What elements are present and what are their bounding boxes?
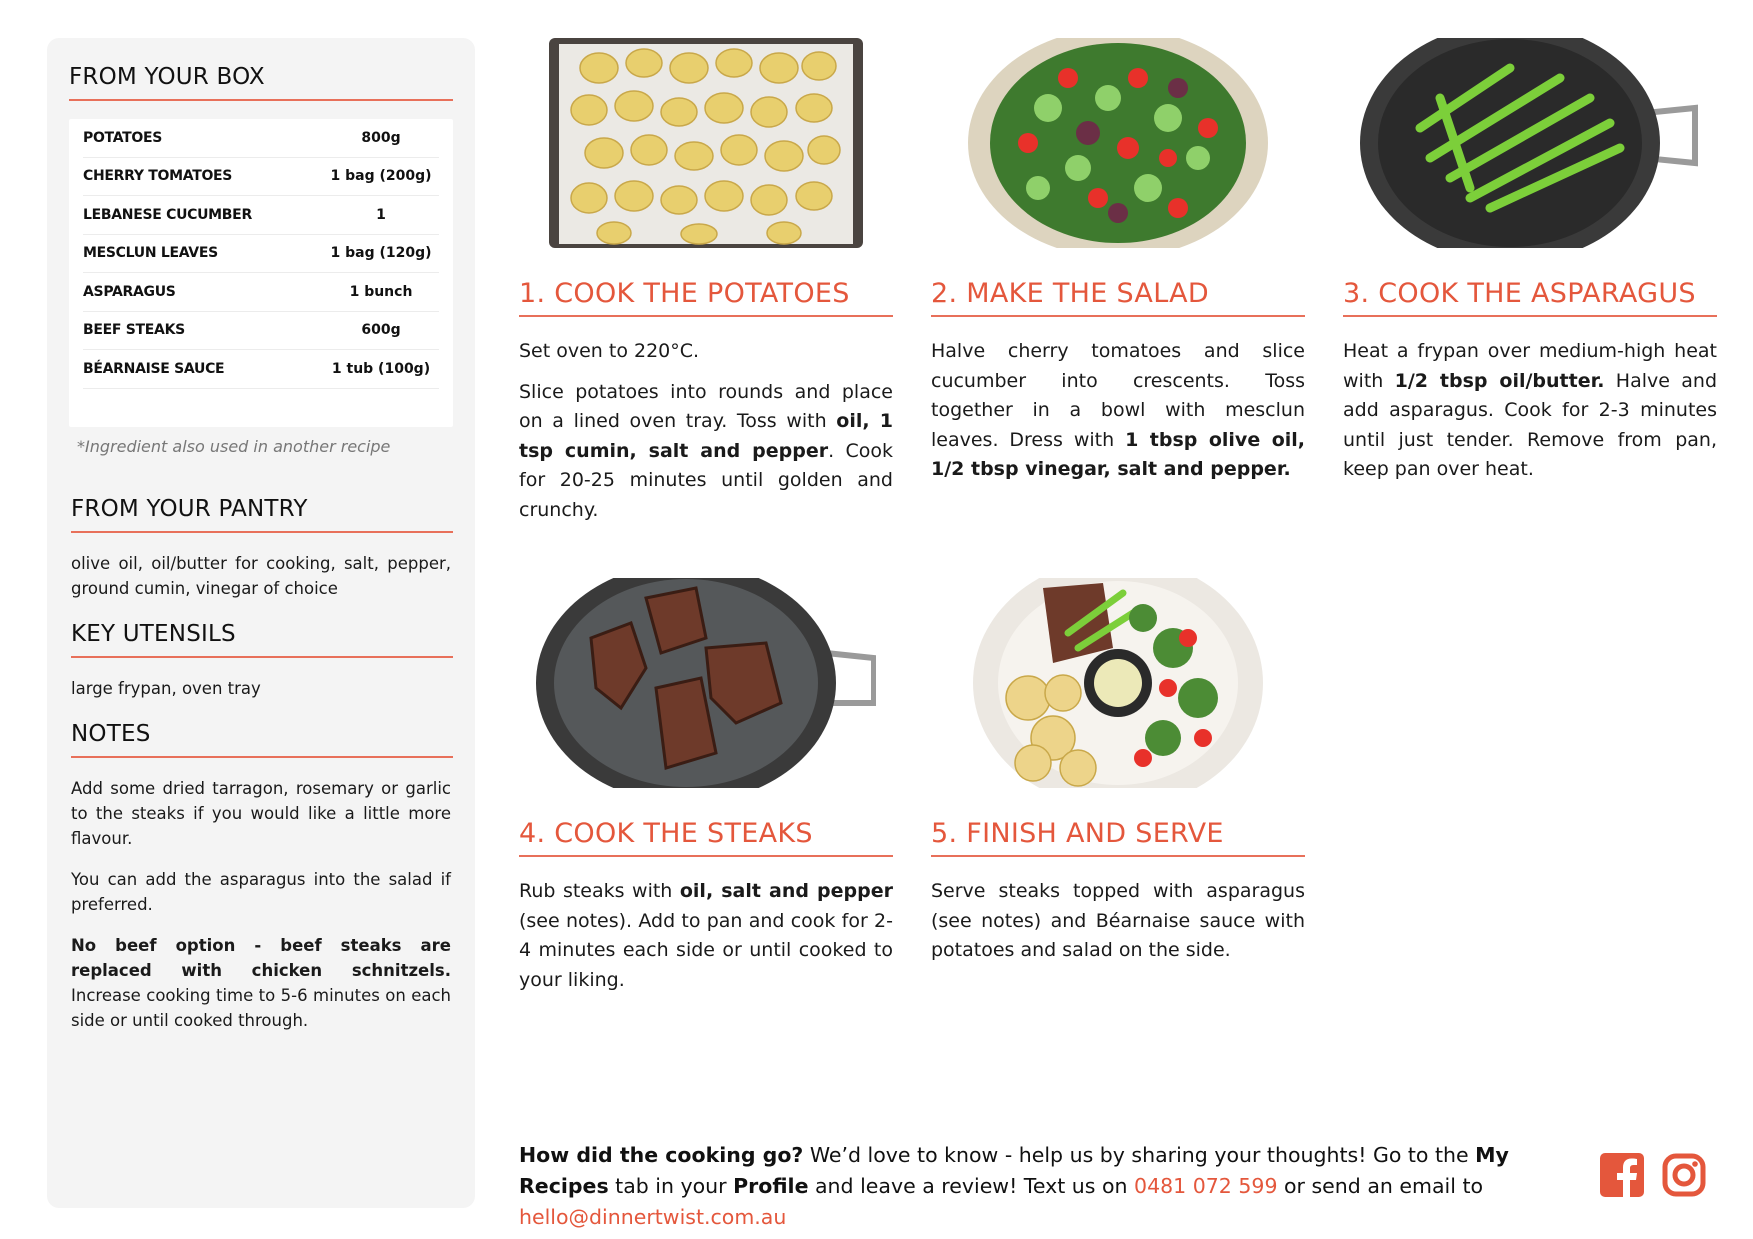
footer-text-part: and leave a review! Text us on — [808, 1174, 1135, 1198]
salad-bowl-photo — [931, 38, 1305, 248]
note-text: You can add the asparagus into the salad if preferred. — [71, 869, 451, 914]
table-empty-row — [83, 389, 439, 427]
pantry-heading: FROM YOUR PANTRY — [71, 496, 453, 533]
step-text: Serve steaks topped with asparagus (see notes) and Béarnaise sauce with potatoes and salad on the side. — [931, 880, 1305, 961]
step-title: 5. FINISH AND SERVE — [931, 818, 1305, 857]
table-row — [83, 119, 439, 158]
step-4 — [519, 578, 893, 1006]
step-text: Set oven to 220°C. — [519, 340, 700, 362]
from-box-heading: FROM YOUR BOX — [69, 64, 453, 101]
step-text — [519, 378, 893, 526]
ingredient-qty: 800g — [361, 129, 401, 146]
ingredient-qty: 600g — [361, 322, 401, 339]
step-title: 1. COOK THE POTATOES — [519, 278, 893, 317]
ingredient-qty: 1 tub (100g) — [331, 360, 431, 377]
footer-text-part: tab in your — [608, 1174, 734, 1198]
table-row — [83, 312, 439, 351]
ingredient-name: BEEF STEAKS — [83, 322, 185, 339]
ingredient-name: CHERRY TOMATOES — [83, 168, 233, 185]
step-title: 2. MAKE THE SALAD — [931, 278, 1305, 317]
facebook-icon[interactable] — [1600, 1153, 1644, 1197]
footer-text-part: We’d love to know - help us by sharing your thoughts! Go to the — [803, 1143, 1476, 1167]
step-title: 4. COOK THE STEAKS — [519, 818, 893, 857]
ingredient-name: POTATOES — [83, 129, 163, 146]
step-text-part: Rub steaks with — [519, 880, 680, 902]
feedback-footer — [519, 1140, 1579, 1233]
phone-link[interactable]: 0481 072 599 — [1134, 1174, 1278, 1198]
steaks-pan-photo — [519, 578, 893, 788]
ingredient-qty: 1 bag (120g) — [330, 245, 432, 262]
notes-heading: NOTES — [71, 721, 453, 758]
ingredient-name: ASPARAGUS — [83, 283, 176, 300]
step-text-part: Halve cherry tomatoes and slice cucumber into crescents. Toss together in a bowl with mesclun leaves. Dress with — [931, 340, 1305, 451]
step-text — [1343, 337, 1717, 485]
footer-text-part: or send an email to — [1277, 1174, 1484, 1198]
pantry-text: olive oil, oil/butter for cooking, salt, pepper, ground cumin, vinegar of choice — [71, 553, 451, 598]
step-text — [519, 877, 893, 995]
ingredient-qty: 1 bag (200g) — [330, 168, 432, 185]
ingredient-name: BÉARNAISE SAUCE — [83, 360, 225, 377]
utensils-text: large frypan, oven tray — [71, 678, 261, 698]
ingredient-name: LEBANESE CUCUMBER — [83, 206, 252, 223]
note-text: Add some dried tarragon, rosemary or garlic to the steaks if you would like a little more flavour. — [71, 778, 451, 848]
ingredient-qty: 1 — [376, 206, 386, 223]
step-text-bold: oil, 1 tsp cumin, salt and pepper — [519, 410, 894, 462]
step-text-part: Heat a frypan over medium-high heat with — [1343, 340, 1717, 392]
instagram-icon[interactable] — [1662, 1153, 1706, 1197]
ingredient-qty: 1 bunch — [349, 283, 413, 300]
step-5 — [931, 578, 1305, 977]
step-text-part: Halve and add asparagus. Cook for 2-3 minutes until just tender. Remove from pan, keep pan over heat. — [1343, 369, 1718, 480]
step-3 — [1343, 38, 1717, 496]
table-row — [83, 196, 439, 235]
social-links — [1600, 1153, 1706, 1197]
step-text — [931, 337, 1305, 485]
table-row — [83, 158, 439, 197]
table-row — [83, 235, 439, 274]
feedback-question: How did the cooking go? — [519, 1143, 804, 1167]
ingredients-sidebar — [47, 38, 475, 1208]
ingredient-footnote: *Ingredient also used in another recipe — [77, 436, 391, 456]
table-row — [83, 273, 439, 312]
step-text-part: . Cook for 20-25 minutes until golden and crunchy. — [519, 439, 893, 521]
step-text-bold: 1 tbsp olive oil, 1/2 tbsp vinegar, salt and pepper. — [931, 428, 1305, 480]
step-text-part: Slice potatoes into rounds and place on a lined oven tray. Toss with — [519, 380, 893, 432]
step-text-bold: oil, salt and pepper — [679, 880, 894, 902]
email-link[interactable]: hello@dinnertwist.com.au — [519, 1205, 787, 1229]
step-2 — [931, 38, 1305, 496]
step-text-bold: 1/2 tbsp oil/butter. — [1394, 369, 1605, 392]
note-bold-text: No beef option - beef steaks are replaced with chicken schnitzels. — [71, 935, 451, 980]
potatoes-tray-photo — [519, 38, 893, 248]
table-row — [83, 350, 439, 389]
utensils-heading: KEY UTENSILS — [71, 621, 453, 658]
plated-dish-photo — [931, 578, 1305, 788]
note-text — [71, 933, 451, 1033]
step-text-part: (see notes). Add to pan and cook for 2-4 minutes each side or until cooked to your liking. — [519, 909, 893, 991]
step-title: 3. COOK THE ASPARAGUS — [1343, 278, 1717, 317]
note-rest-text: Increase cooking time to 5-6 minutes on each side or until cooked through. — [71, 985, 451, 1030]
step-1 — [519, 38, 893, 536]
my-recipes-link[interactable]: My Recipes — [519, 1143, 1509, 1198]
ingredients-table — [69, 119, 453, 427]
ingredient-name: MESCLUN LEAVES — [83, 245, 218, 262]
profile-link[interactable]: Profile — [733, 1174, 809, 1198]
asparagus-pan-photo — [1343, 38, 1717, 248]
footer-text — [519, 1143, 1509, 1229]
